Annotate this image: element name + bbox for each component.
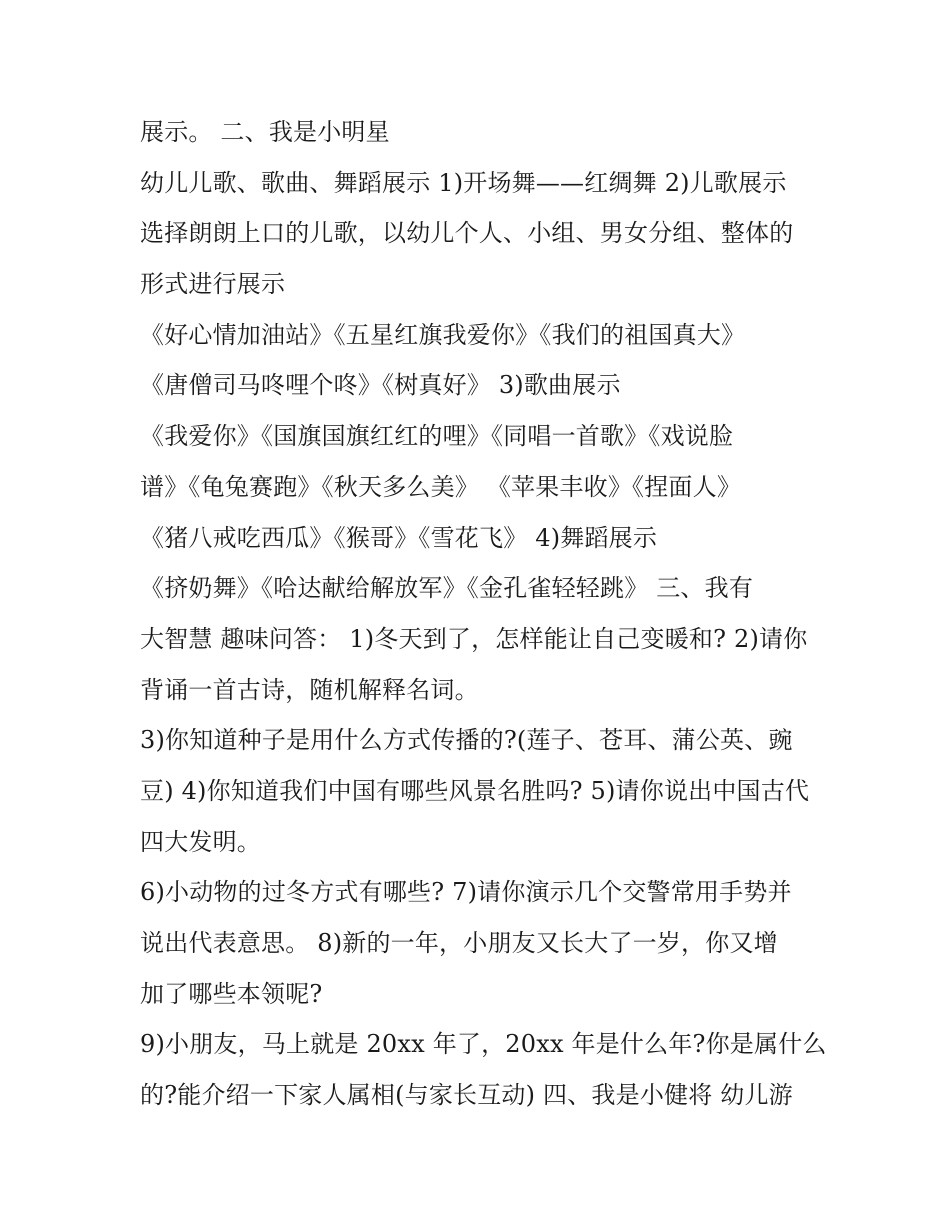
text-line: 的?能介绍一下家人属相(与家长互动) 四、我是小健将 幼儿游	[140, 1081, 793, 1110]
text-line: 《好心情加油站》《五星红旗我爱你》《我们的祖国真大》	[140, 320, 746, 349]
text-line: 形式进行展示	[140, 270, 286, 299]
text-line: 《挤奶舞》《哈达献给解放军》《金孔雀轻轻跳》 三、我有	[140, 574, 754, 603]
text-line: 《我爱你》《国旗国旗红红的哩》《同唱一首歌》《戏说脸	[140, 422, 734, 451]
text-line: 谱》《龟兔赛跑》《秋天多么美》 《苹果丰收》《捏面人》	[140, 472, 742, 501]
text-line: 说出代表意思。 8)新的一年，小朋友又长大了一岁，你又增	[140, 929, 778, 957]
text-line: 幼儿儿歌、歌曲、舞蹈展示 1)开场舞——红绸舞 2)儿歌展示	[140, 168, 787, 197]
text-line: 3)你知道种子是用什么方式传播的?(莲子、苍耳、蒲公英、豌	[140, 726, 793, 755]
text-line: 9)小朋友，马上就是 20xx 年了，20xx 年是什么年?你是属什么	[140, 1030, 827, 1059]
text-line: 选择朗朗上口的儿歌，以幼儿个人、小组、男女分组、整体的	[140, 219, 794, 248]
text-line: 展示。 二、我是小明星	[140, 118, 390, 146]
text-line: 《唐僧司马咚哩个咚》《树真好》 3)歌曲展示	[140, 371, 621, 400]
text-line: 加了哪些本领呢?	[140, 979, 323, 1008]
text-line: 背诵一首古诗，随机解释名词。	[140, 675, 479, 704]
text-line: 四大发明。	[140, 827, 261, 856]
body-text	[140, 107, 830, 1121]
text-line: 大智慧 趣味问答： 1)冬天到了，怎样能让自己变暖和? 2)请你	[140, 624, 808, 653]
text-line: 6)小动物的过冬方式有哪些? 7)请你演示几个交警常用手势并	[140, 878, 792, 907]
text-line: 豆) 4)你知道我们中国有哪些风景名胜吗? 5)请你说出中国古代	[140, 776, 810, 805]
text-line: 《猪八戒吃西瓜》《猴哥》《雪花飞》 4)舞蹈展示	[140, 523, 658, 552]
